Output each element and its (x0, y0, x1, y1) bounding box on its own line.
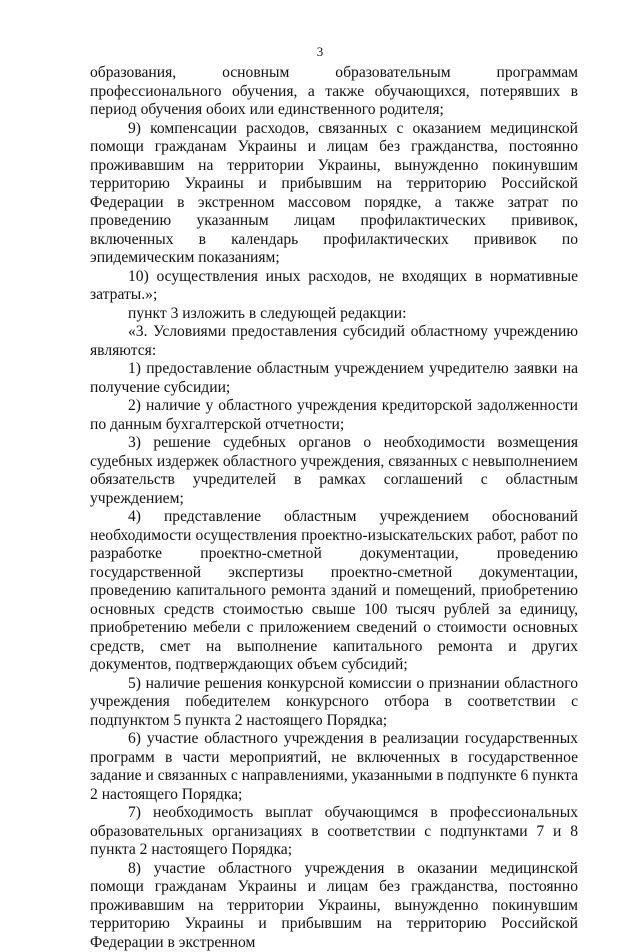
paragraph-condition-2: 2) наличие у областного учреждения кредиторской задолженности по данным бухгалтерской отчетности; (90, 397, 578, 434)
paragraph-condition-8: 8) участие областного учреждения в оказании медицинской помощи гражданам Украины и лицам без гражданства, постоянно проживавшим на территории Украины, вынужденно покинувшим территорию Украины и прибывшим на территорию Российской Федерации в экстренном (90, 860, 578, 952)
paragraph-condition-1: 1) предоставление областным учреждением учредителю заявки на получение субсидии; (90, 360, 578, 397)
paragraph-amendment-intro: пункт 3 изложить в следующей редакции: (90, 305, 578, 324)
paragraph-item-10: 10) осуществления иных расходов, не входящих в нормативные затраты.»; (90, 268, 578, 305)
paragraph-item-9: 9) компенсации расходов, связанных с оказанием медицинской помощи гражданам Украины и лицам без гражданства, постоянно проживавшим на территории Украины, вынужденно покинувшим территорию Украины и прибывшим на территорию Российской Федерации в экстренном массовом порядке, а также затрат по проведению указанным лицам профилактических прививок, включенных в календарь профилактических прививок по эпидемическим показаниям; (90, 120, 578, 268)
paragraph-conditions-heading: «3. Условиями предоставления субсидий областному учреждению являются: (90, 323, 578, 360)
paragraph-condition-3: 3) решение судебных органов о необходимости возмещения судебных издержек областного учреждения, связанных с невыполнением обязательств учредителей в рамках соглашений с областным учреждением; (90, 434, 578, 508)
paragraph-continuation: образования, основным образовательным программам профессионального обучения, а также обучающихся, потерявших в период обучения обоих или единственного родителя; (90, 64, 578, 120)
page-number: 3 (0, 44, 640, 60)
paragraph-condition-4: 4) представление областным учреждением обоснований необходимости осуществления проектно-изыскательских работ, работ по разработке проектно-сметной документации, проведению государственной экспертизы проектно-сметной документации, проведению капитального ремонта зданий и помещений, приобретению основных средств стоимостью свыше 100 тысяч рублей за единицу, приобретению мебели с приложением сведений о стоимости основных средств, смет на выполнение капитального ремонта и других документов, подтверждающих объем субсидий; (90, 508, 578, 675)
document-body (90, 64, 578, 952)
paragraph-condition-6: 6) участие областного учреждения в реализации государственных программ в части мероприятий, не включенных в государственное задание и связанных с направлениями, указанными в подпункте 6 пункта 2 настоящего Порядка; (90, 730, 578, 804)
paragraph-condition-5: 5) наличие решения конкурсной комиссии о признании областного учреждения победителем конкурсного отбора в соответствии с подпунктом 5 пункта 2 настоящего Порядка; (90, 675, 578, 731)
paragraph-condition-7: 7) необходимость выплат обучающимся в профессиональных образовательных организациях в соответствии с подпунктами 7 и 8 пункта 2 настоящего Порядка; (90, 804, 578, 860)
